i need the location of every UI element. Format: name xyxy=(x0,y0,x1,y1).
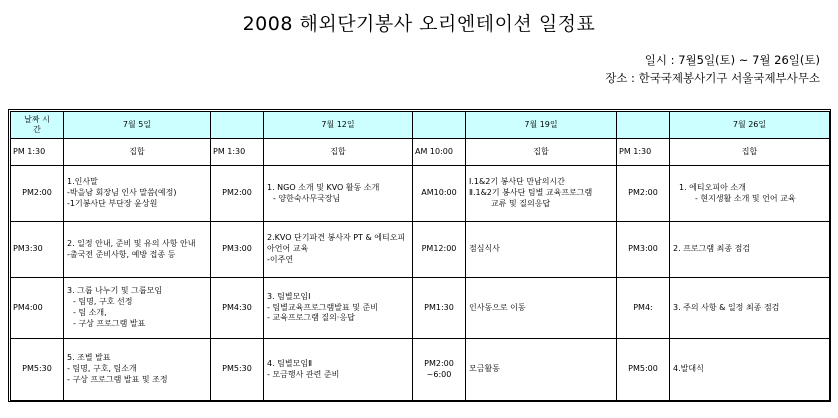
time-cell: PM4:30 xyxy=(211,278,264,339)
activity-line: 2. 일정 안내, 준비 및 유의 사항 안내 xyxy=(67,238,196,248)
activity-cell xyxy=(466,278,617,339)
activity-cell xyxy=(670,339,830,401)
date-header: 7월 5일 xyxy=(64,112,211,139)
meeting-label: 집합 xyxy=(670,139,830,166)
meeting-time: PM 1:30 xyxy=(211,139,264,166)
activity-line: 아언어 교육 xyxy=(267,244,309,254)
header-spacer xyxy=(617,112,670,139)
activity-line: -출국전 준비사항, 예방 접종 등 xyxy=(67,249,176,259)
activity-line: -박을남 회장님 인사 말씀(예정) xyxy=(67,188,177,198)
header-spacer xyxy=(413,112,466,139)
document-title: 2008 해외단기봉사 오리엔테이션 일정표 xyxy=(242,13,596,35)
time-cell: PM5:30 xyxy=(211,339,264,401)
time-cell: PM4: xyxy=(617,278,670,339)
meeting-time: PM 1:30 xyxy=(11,139,64,166)
time-cell: PM2:00 xyxy=(617,166,670,222)
activity-line: - 구상 프로그램 발표 xyxy=(73,318,146,328)
activity-cell xyxy=(64,278,211,339)
activity-cell xyxy=(264,166,413,222)
header-row xyxy=(11,112,830,139)
schedule-row xyxy=(11,166,830,222)
activity-cell xyxy=(64,222,211,278)
activity-cell xyxy=(264,222,413,278)
activity-cell xyxy=(264,278,413,339)
activity-cell xyxy=(670,166,830,222)
activity-cell xyxy=(466,166,617,222)
schedule-dates: 일시 : 7월5일(토) ~ 7월 26일(토) xyxy=(644,53,820,67)
activity-cell xyxy=(264,339,413,401)
date-header: 7월 26일 xyxy=(670,112,830,139)
date-header: 7월 19일 xyxy=(466,112,617,139)
activity-line: Ⅰ.1&2기 봉사단 만남의시간 xyxy=(469,177,565,187)
time-cell: PM2:00 xyxy=(211,166,264,222)
activity-line: -1기봉사단 부단장 윤상원 xyxy=(67,198,158,208)
time-cell: AM10:00 xyxy=(413,166,466,222)
schedule-place: 장소 : 한국국제봉사기구 서울국제부사무소 xyxy=(605,71,820,85)
activity-line: - 양한숙사무국장님 xyxy=(273,193,341,203)
time-cell: PM2:00 xyxy=(11,166,64,222)
activity-line: 1. 에티오피아 소개 xyxy=(679,182,746,192)
activity-line: 3. 팀별모임Ⅰ xyxy=(267,291,311,301)
time-cell xyxy=(413,339,466,401)
activity-line: 3. 주의 사항 & 일정 최종 점검 xyxy=(673,302,780,312)
activity-line: - 교육프로그램 질의·응답 xyxy=(267,313,355,323)
time-cell: PM4:00 xyxy=(11,278,64,339)
schedule-row xyxy=(11,222,830,278)
header-spacer xyxy=(211,112,264,139)
activity-line: - 팀명, 구호, 팀소개 xyxy=(67,364,137,374)
activity-line: - 구상 프로그램 발표 및 조정 xyxy=(67,374,168,384)
schedule-row xyxy=(11,278,830,339)
activity-cell xyxy=(466,222,617,278)
activity-line: 2.KVO 단기파견 봉사자 PT & 에티오피 xyxy=(267,233,406,243)
activity-line: 1. NGO 소개 및 KVO 활동 소개 xyxy=(267,182,380,192)
time-line: PM2:00 xyxy=(424,358,454,368)
activity-cell xyxy=(670,222,830,278)
corner-label-line: 날짜 시 xyxy=(24,115,50,124)
activity-line: 5. 조별 발표 xyxy=(67,353,111,363)
activity-line: 4. 팀별모임Ⅱ xyxy=(267,358,313,368)
corner-label-line: 간 xyxy=(33,125,41,134)
time-cell: PM3:00 xyxy=(211,222,264,278)
activity-line: - 팀별교육프로그램발표 및 준비 xyxy=(267,302,378,312)
activity-line: 3. 그룹 나누기 및 그룹모임 xyxy=(67,286,163,296)
schedule-table xyxy=(10,111,830,401)
schedule-row xyxy=(11,339,830,401)
activity-line: 인사동으로 이동 xyxy=(469,302,526,312)
time-cell: PM1:30 xyxy=(413,278,466,339)
meeting-label: 집합 xyxy=(64,139,211,166)
activity-line: - 팀명, 구호 선정 xyxy=(73,297,133,307)
activity-line: Ⅱ.1&2기 봉사단 팀별 교육프로그램 xyxy=(469,188,593,198)
time-cell: PM3:00 xyxy=(617,222,670,278)
time-cell: PM5:30 xyxy=(11,339,64,401)
activity-cell xyxy=(64,339,211,401)
time-cell: PM5:00 xyxy=(617,339,670,401)
activity-line: - 모금행사 관련 준비 xyxy=(267,369,340,379)
meeting-time: AM 10:00 xyxy=(413,139,466,166)
meeting-time: PM 1:30 xyxy=(617,139,670,166)
meeting-row xyxy=(11,139,830,166)
time-line: ~6:00 xyxy=(426,369,452,379)
corner-cell xyxy=(11,112,64,139)
activity-line: 2. 프로그램 최종 점검 xyxy=(673,244,751,254)
activity-line: - 팀 소개, xyxy=(73,308,107,317)
activity-line: 모금활동 xyxy=(469,364,500,374)
date-header: 7월 12일 xyxy=(264,112,413,139)
activity-line: - 현지생활 소개 및 언어 교육 xyxy=(695,193,796,203)
activity-line: 교류 및 질의응답 xyxy=(491,198,551,208)
activity-line: 1.인사말 xyxy=(67,177,98,187)
activity-line: -이주연 xyxy=(267,254,294,264)
activity-cell xyxy=(466,339,617,401)
time-cell: PM12:00 xyxy=(413,222,466,278)
time-cell: PM3:30 xyxy=(11,222,64,278)
meeting-label: 집합 xyxy=(264,139,413,166)
activity-line: 점심식사 xyxy=(469,244,500,254)
activity-cell xyxy=(64,166,211,222)
activity-cell xyxy=(670,278,830,339)
meeting-label: 집합 xyxy=(466,139,617,166)
activity-line: 4.발대식 xyxy=(673,364,704,374)
